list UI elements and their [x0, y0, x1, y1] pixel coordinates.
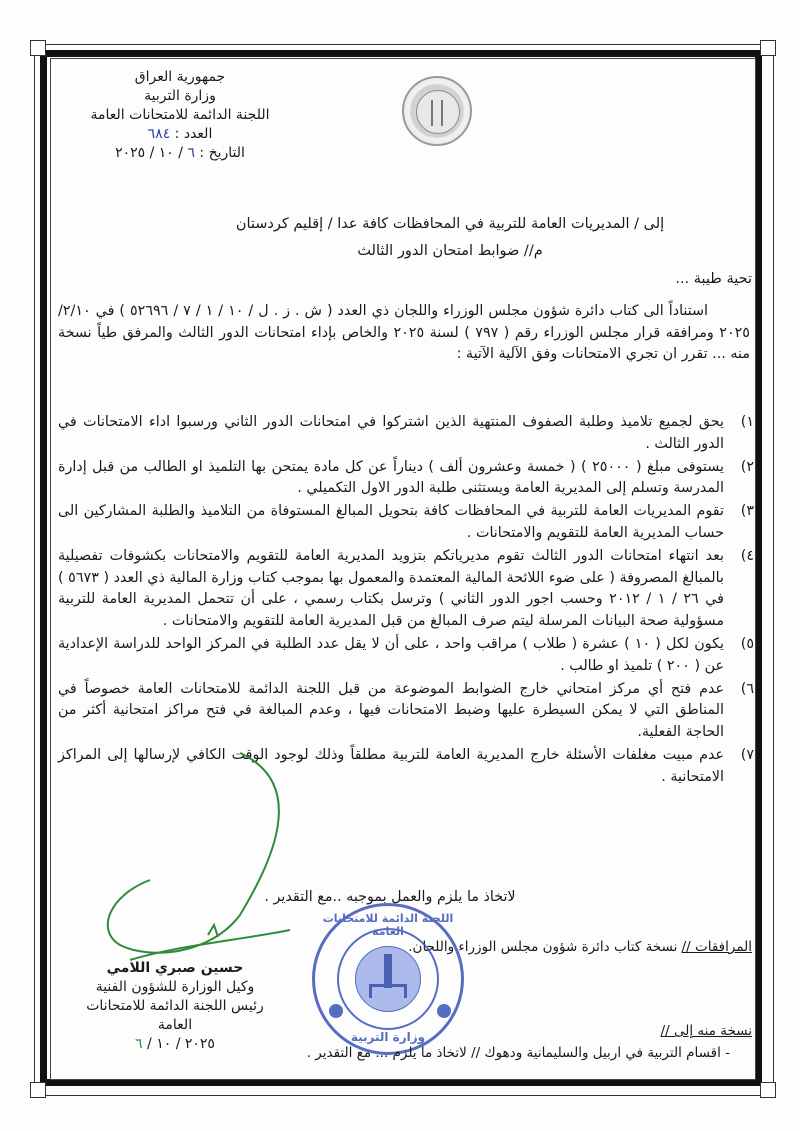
regulation-item — [58, 679, 754, 744]
signature-date-day: ٦ — [135, 1036, 143, 1052]
signature-block — [70, 959, 280, 1054]
reference-number-label: العدد : — [174, 126, 213, 142]
attachments-label: المرافقات // — [681, 939, 752, 955]
item-number: ٢) — [740, 458, 754, 475]
country-name: جمهورية العراق — [134, 69, 226, 85]
addressee-line: إلى / المديريات العامة للتربية في المحافظات كافة عدا / إقليم كردستان — [235, 216, 665, 232]
attachments-line — [408, 939, 752, 955]
signatory-title: وكيل الوزارة للشؤون الفنية — [95, 979, 255, 995]
border-corner-ornament — [30, 40, 46, 56]
committee-name: اللجنة الدائمة للامتحانات العامة — [90, 107, 270, 123]
border-corner-ornament — [30, 1082, 46, 1098]
intro-paragraph — [58, 301, 750, 366]
item-number: ١) — [740, 414, 754, 430]
item-number: ٥) — [740, 635, 754, 652]
closing-line: لاتخاذ ما يلزم والعمل بموجبه ..مع التقدير . — [264, 889, 516, 905]
signatory-name: حسين صبري اللامي — [106, 960, 244, 976]
copy-to-label: نسخة منه إلى // — [660, 1023, 752, 1039]
item-text: تقوم المديريات العامة للتربية في المحافظات كافة بتحويل المبالغ المستوفاة من التلاميذ والطلبة المشاركين الى حساب المديرية العامة للتقويم والامتحانات . — [58, 503, 724, 541]
greeting: تحية طيبة ... — [675, 271, 752, 287]
border-corner-ornament — [760, 40, 776, 56]
regulation-item — [58, 634, 754, 678]
item-number: ٤) — [740, 547, 754, 564]
letter-date — [80, 144, 280, 163]
letter-date-day: ٦ — [187, 145, 195, 161]
signature-date-rest: ٢٠٢٥ / ١٠ / — [147, 1036, 215, 1052]
item-number: ٣) — [740, 503, 754, 520]
item-text: عدم مبيت مغلفات الأسئلة خارج المديرية العامة للتربية مطلقاً وذلك لوجود الوقت الكافي لإرسالها إلى المراكز الامتحانية . — [58, 746, 724, 785]
stamp-bottom-text: وزارة التربية — [350, 1030, 426, 1044]
item-number: ٧) — [740, 746, 754, 763]
signature-date — [70, 1035, 280, 1054]
intro-text: استناداً الى كتاب دائرة شؤون مجلس الوزراء واللجان ذي العدد ( ش . ز . ل / ١٠ / ١ / ٧ / ٥٢٦٩٦ ) في ٢/١٠/ ٢٠٢٥ ومرافقه قرار مجلس الوزراء رقم ( ٧٩٧ ) لسنة ٢٠٢٥ والخاص بإداء امتحانات الدور الثالث والمرفق طياً نسخة منه ... تقرر ان تجري الامتحانات وفق الآلية الآتية : — [58, 303, 750, 362]
item-text: عدم فتح أي مركز امتحاني خارج الضوابط الموضوعة من قبل اللجنة الدائمة للامتحانات العامة خصوصاً في المناطق التي لا يمكن السيطرة عليها وضبط الامتحانات فيها ، وعدم المبالغة في فتح مراكز امتحانية أكثر من الحاجة الفعلية. — [58, 680, 724, 741]
letterhead — [80, 68, 280, 163]
regulation-item — [58, 501, 754, 545]
ministry-emblem-icon — [402, 76, 472, 146]
reference-number-value: ٦٨٤ — [147, 126, 171, 142]
ministry-name: وزارة التربية — [144, 88, 216, 104]
regulations-list — [58, 412, 754, 790]
copy-to-recipients: - اقسام التربية في اربيل والسليمانية ودهوك // لاتخاذ ما يلزم ... مع التقدير . — [306, 1045, 730, 1061]
item-text: يحق لجميع تلاميذ وطلبة الصفوف المنتهية الذين اشتركوا في امتحانات الدور الثاني ورسبوا اداء الامتحانات في الدور الثالث . — [58, 414, 724, 452]
item-text: يكون لكل ( ١٠ ) عشرة ( طلاب ) مراقب واحد ، على أن لا يقل عدد الطلبة في المركز الواحد للدراسة الإعدادية عن ( ٢٠٠ ) تلميذ او طالب . — [58, 635, 724, 674]
reference-number — [80, 125, 280, 144]
letter-date-rest: / ١٠ / ٢٠٢٥ — [115, 145, 183, 161]
subject-line: م// ضوابط امتحان الدور الثالث — [357, 243, 543, 259]
attachments-text: نسخة كتاب دائرة شؤون مجلس الوزراء واللجان. — [408, 939, 682, 955]
regulation-item — [58, 745, 754, 789]
official-stamp-icon — [312, 903, 464, 1055]
regulation-item — [58, 457, 754, 501]
stamp-top-text: اللجنة الدائمة للامتحانات العامة — [322, 912, 454, 938]
regulation-item — [58, 546, 754, 633]
item-text: يستوفى مبلغ ( ٢٥٠٠٠ ) ( خمسة وعشرون ألف ) ديناراً عن كل مادة يمتحن بها التلميذ او الطالب من قبل إدارة المدرسة وتسلم إلى المديرية العامة ويستثنى طلبة الدور الاول التكميلي . — [58, 458, 724, 497]
letter-date-label: التاريخ : — [199, 145, 245, 161]
item-number: ٦) — [740, 680, 754, 697]
border-corner-ornament — [760, 1082, 776, 1098]
item-text: بعد انتهاء امتحانات الدور الثالث تقوم مديرياتكم بتزويد المديرية العامة للتقويم والامتحانات بكشوفات تفصيلية بالمبالغ المصروفة ( على ضوء اللائحة المالية المعتمدة والمعمول بها بموجب كتاب وزارة المالية ذي العدد ( ٥٦٧٣ ) في ٢٦ / ١ / ٢٠١٢ وحسب اجور الدور الثاني ) وترسل بكتاب رسمي ، على أن تتحمل المديرية العامة للتربية مسؤولية صحة البيانات المرسلة ليتم صرف المبالغ من قبل المديرية العامة للتقويم والامتحانات . — [58, 547, 725, 630]
signatory-title-2: رئيس اللجنة الدائمة للامتحانات العامة — [86, 998, 264, 1033]
regulation-item — [58, 412, 754, 456]
